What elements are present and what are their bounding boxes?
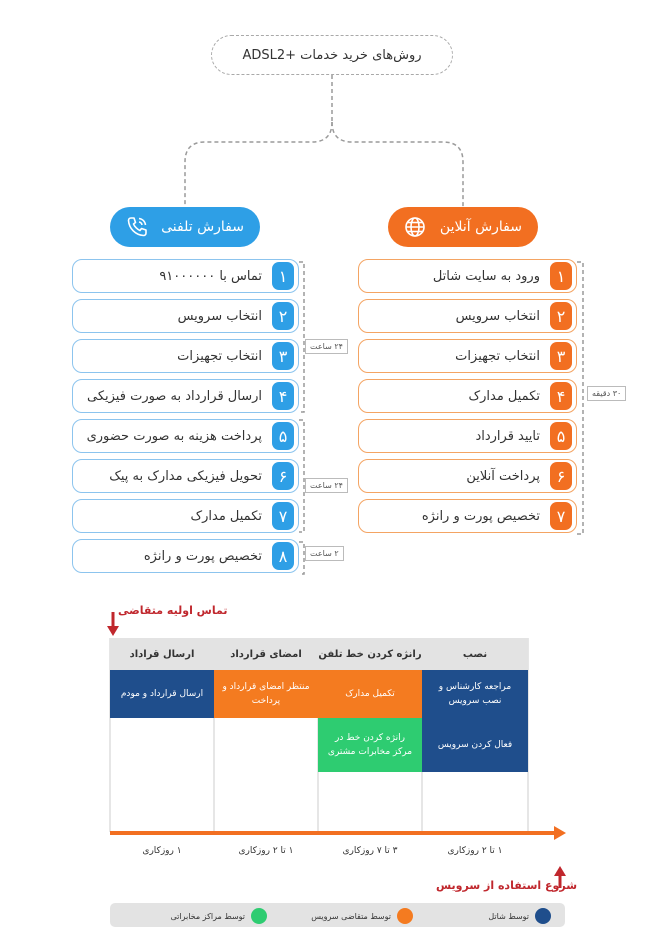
- timeline-task: مراجعه کارشناس و نصب سرویس: [422, 670, 528, 718]
- online-step-3: ۳ انتخاب تجهیزات: [358, 339, 577, 373]
- online-step-4: ۴ تکمیل مدارک: [358, 379, 577, 413]
- timeline-end-label: شروع استفاده از سرویس: [436, 879, 578, 892]
- online-step-2: ۲ انتخاب سرویس: [358, 299, 577, 333]
- online-order-header[interactable]: [388, 207, 538, 247]
- online-step-1: ۱ ورود به سایت شاتل: [358, 259, 577, 293]
- orange-dot-icon: [397, 908, 413, 924]
- phone-step-1: ۱ تماس با ۹۱۰۰۰۰۰۰: [72, 259, 299, 293]
- phone-order-label: سفارش تلفنی: [161, 219, 244, 235]
- phone-step-8: ۸ تخصیص پورت و رانژه: [72, 539, 299, 573]
- legend: [110, 903, 565, 927]
- legend-item: توسط متقاضی سرویس: [311, 908, 413, 924]
- timeline-task: فعال کردن سرویس: [422, 718, 528, 772]
- phone-step-3: ۳ انتخاب تجهیزات: [72, 339, 299, 373]
- phone-step-5: ۵ پرداخت هزینه به صورت حضوری: [72, 419, 299, 453]
- timeline-period: ۳ تا ۷ روزکاری: [342, 846, 398, 856]
- phone-icon: [124, 214, 150, 240]
- timeline-period: ۱ تا ۲ روزکاری: [238, 846, 294, 856]
- online-step-5: ۵ تایید قرارداد: [358, 419, 577, 453]
- timeline-period: ۱ روزکاری: [142, 846, 182, 856]
- phone-time-tag-3: ۲ ساعت: [305, 546, 344, 561]
- timeline-task: ارسال قرارداد و مودم: [110, 670, 214, 718]
- online-order-label: سفارش آنلاین: [439, 219, 522, 235]
- blue-dot-icon: [535, 908, 551, 924]
- phone-step-4: ۴ ارسال قرارداد به صورت فیزیکی: [72, 379, 299, 413]
- phone-step-6: ۶ تحویل فیزیکی مدارک به پیک: [72, 459, 299, 493]
- phone-step-7: ۷ تکمیل مدارک: [72, 499, 299, 533]
- timeline-task: منتظر امضای قرارداد و پرداخت: [214, 670, 318, 718]
- timeline-period: ۱ تا ۲ روزکاری: [447, 846, 503, 856]
- timeline-column-header: نصب: [422, 638, 528, 670]
- phone-time-tag-1: ۲۴ ساعت: [305, 339, 348, 354]
- phone-order-header[interactable]: [110, 207, 260, 247]
- timeline-column-header: ارسال قراداد: [110, 638, 214, 670]
- legend-item: توسط شاتل: [488, 908, 551, 924]
- globe-icon: [402, 214, 428, 240]
- phone-step-2: ۲ انتخاب سرویس: [72, 299, 299, 333]
- page-title: روش‌های خرید خدمات +ADSL2: [211, 35, 453, 75]
- timeline-task: تکمیل مدارک: [318, 670, 422, 718]
- phone-time-tag-2: ۲۴ ساعت: [305, 478, 348, 493]
- green-dot-icon: [251, 908, 267, 924]
- online-step-6: ۶ پرداخت آنلاین: [358, 459, 577, 493]
- online-step-7: ۷ تخصیص پورت و رانژه: [358, 499, 577, 533]
- legend-item: توسط مراکز مخابراتی: [170, 908, 267, 924]
- online-time-tag: ۳۰ دقیقه: [587, 386, 626, 401]
- timeline-task: رانژه کردن خط در مرکز مخابرات مشتری: [318, 718, 422, 772]
- timeline-start-label: تماس اولیه متقاضی: [118, 604, 228, 617]
- timeline-column-header: رانژه کردن خط تلفن: [318, 638, 422, 670]
- timeline-column-header: امضای قرارداد: [214, 638, 318, 670]
